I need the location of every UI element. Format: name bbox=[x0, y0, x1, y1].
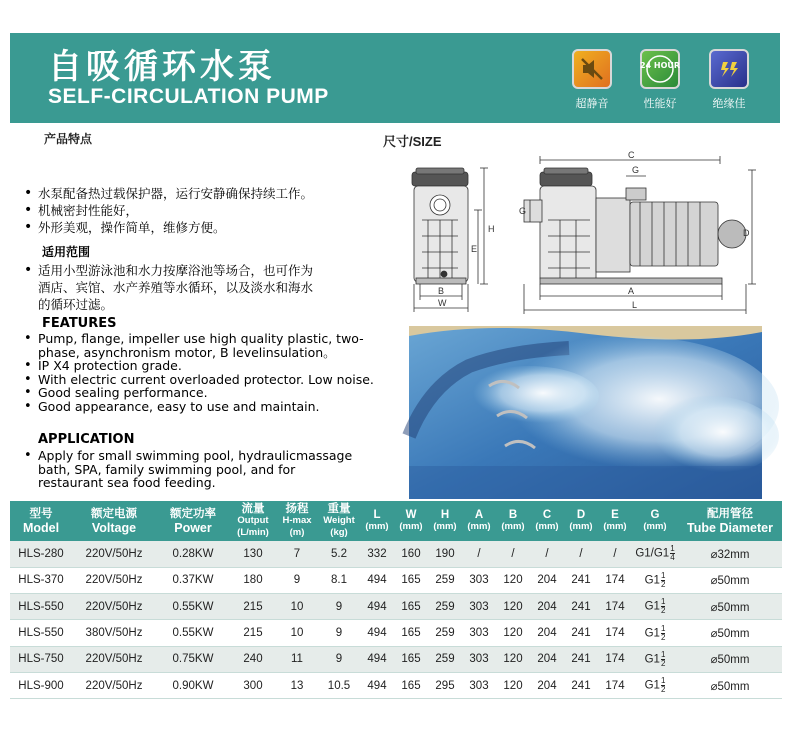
cell-b: 120 bbox=[496, 567, 530, 593]
cell-tube: ⌀50mm bbox=[678, 646, 782, 672]
table-row bbox=[10, 646, 782, 672]
24-hour-text: 24 HOUR bbox=[639, 61, 681, 70]
cell-a: 303 bbox=[462, 567, 496, 593]
cell-model: HLS-900 bbox=[10, 672, 72, 698]
cell-model: HLS-750 bbox=[10, 646, 72, 672]
col-a: A (mm) bbox=[467, 509, 491, 532]
cell-weight: 8.1 bbox=[318, 567, 360, 593]
cell-power: 0.75KW bbox=[156, 646, 230, 672]
application-en-heading: APPLICATION bbox=[38, 432, 135, 447]
side-view bbox=[524, 156, 756, 314]
cell-d: 241 bbox=[564, 646, 598, 672]
col-tube: 配用管径 Tube Diameter bbox=[687, 508, 773, 535]
lightning-icon bbox=[709, 49, 749, 89]
cell-power: 0.28KW bbox=[156, 541, 230, 567]
cell-c: 204 bbox=[530, 594, 564, 620]
cell-hmax: 11 bbox=[276, 646, 318, 672]
cell-weight: 9 bbox=[318, 620, 360, 646]
cell-e: / bbox=[598, 541, 632, 567]
cell-d: 241 bbox=[564, 620, 598, 646]
cell-power: 0.55KW bbox=[156, 620, 230, 646]
cell-c: / bbox=[530, 541, 564, 567]
cell-output: 215 bbox=[230, 620, 276, 646]
cell-h: 190 bbox=[428, 541, 462, 567]
table-row bbox=[10, 620, 782, 646]
cell-power: 0.90KW bbox=[156, 672, 230, 698]
24-hour-icon bbox=[640, 49, 680, 89]
cell-model: HLS-280 bbox=[10, 541, 72, 567]
cell-weight: 10.5 bbox=[318, 672, 360, 698]
cell-hmax: 7 bbox=[276, 541, 318, 567]
cell-b: 120 bbox=[496, 672, 530, 698]
table-header-row bbox=[10, 501, 782, 541]
cell-hmax: 9 bbox=[276, 567, 318, 593]
cell-weight: 5.2 bbox=[318, 541, 360, 567]
cell-weight: 9 bbox=[318, 594, 360, 620]
badge-insulation bbox=[703, 49, 755, 111]
usage-cn-list bbox=[22, 262, 322, 313]
cell-e: 174 bbox=[598, 672, 632, 698]
col-l: L (mm) bbox=[365, 509, 389, 532]
cell-g: G1 $\frac{1}{2}$ bbox=[632, 672, 678, 698]
col-voltage: 额定电源 Voltage bbox=[91, 508, 137, 535]
cell-d: / bbox=[564, 541, 598, 567]
col-h: H (mm) bbox=[433, 509, 457, 532]
size-heading: 尺寸/SIZE bbox=[383, 134, 442, 149]
table-row bbox=[10, 567, 782, 593]
cell-w: 165 bbox=[394, 620, 428, 646]
dim-label-g-top: G bbox=[632, 165, 640, 175]
cell-model: HLS-550 bbox=[10, 594, 72, 620]
cell-tube: ⌀50mm bbox=[678, 594, 782, 620]
cell-h: 295 bbox=[428, 672, 462, 698]
table-row bbox=[10, 541, 782, 567]
list-item: • 机械密封性能好， bbox=[22, 202, 382, 219]
cell-c: 204 bbox=[530, 567, 564, 593]
cell-l: 332 bbox=[360, 541, 394, 567]
cell-w: 165 bbox=[394, 672, 428, 698]
cell-voltage: 220V/50Hz bbox=[72, 672, 156, 698]
cell-l: 494 bbox=[360, 646, 394, 672]
cell-e: 174 bbox=[598, 567, 632, 593]
dim-label-w: W bbox=[438, 298, 447, 308]
dim-label-g-side: G bbox=[519, 206, 527, 216]
cell-g: G1 $\frac{1}{2}$ bbox=[632, 567, 678, 593]
cell-a: 303 bbox=[462, 646, 496, 672]
cell-output: 180 bbox=[230, 567, 276, 593]
dimension-drawing bbox=[400, 150, 760, 318]
cell-a: 303 bbox=[462, 594, 496, 620]
dim-label-c: C bbox=[628, 150, 635, 160]
cell-output: 130 bbox=[230, 541, 276, 567]
cell-output: 215 bbox=[230, 594, 276, 620]
features-en-heading: FEATURES bbox=[42, 316, 117, 331]
cell-a: 303 bbox=[462, 672, 496, 698]
cell-voltage: 220V/50Hz bbox=[72, 594, 156, 620]
col-b: B (mm) bbox=[501, 509, 525, 532]
col-weight: 重量 Weight (kg) bbox=[323, 503, 355, 538]
list-item: • 外形美观，操作简单，维修方便。 bbox=[22, 219, 382, 236]
cell-hmax: 13 bbox=[276, 672, 318, 698]
cell-w: 165 bbox=[394, 594, 428, 620]
cell-h: 259 bbox=[428, 646, 462, 672]
spec-table bbox=[10, 501, 782, 699]
cell-tube: ⌀50mm bbox=[678, 672, 782, 698]
cell-l: 494 bbox=[360, 620, 394, 646]
col-w: W (mm) bbox=[399, 509, 423, 532]
cell-b: 120 bbox=[496, 620, 530, 646]
usage-cn-heading: 适用范围 bbox=[42, 245, 91, 259]
cell-tube: ⌀50mm bbox=[678, 620, 782, 646]
cell-h: 259 bbox=[428, 567, 462, 593]
cell-model: HLS-370 bbox=[10, 567, 72, 593]
cell-e: 174 bbox=[598, 646, 632, 672]
col-power: 额定功率 Power bbox=[170, 508, 216, 535]
cell-d: 241 bbox=[564, 594, 598, 620]
header-banner bbox=[10, 33, 780, 123]
cell-w: 165 bbox=[394, 567, 428, 593]
cell-voltage: 220V/50Hz bbox=[72, 541, 156, 567]
dim-label-e: E bbox=[471, 244, 478, 254]
cell-b: 120 bbox=[496, 646, 530, 672]
badge-performance bbox=[634, 49, 686, 111]
table-row bbox=[10, 594, 782, 620]
cell-e: 174 bbox=[598, 594, 632, 620]
list-item: • With electric current overloaded protector. Low noise. bbox=[22, 373, 392, 387]
col-e: E (mm) bbox=[603, 509, 627, 532]
features-cn-heading: 产品特点 bbox=[44, 132, 93, 146]
col-c: C (mm) bbox=[535, 509, 559, 532]
pool-photo bbox=[409, 326, 762, 499]
cell-c: 204 bbox=[530, 672, 564, 698]
dim-label-d: D bbox=[743, 228, 750, 238]
cell-b: 120 bbox=[496, 594, 530, 620]
list-item: • 水泵配备热过载保护器，运行安静确保持续工作。 bbox=[22, 185, 382, 202]
cell-g: G1 $\frac{1}{2}$ bbox=[632, 646, 678, 672]
cell-c: 204 bbox=[530, 646, 564, 672]
badge-insulation-label: 绝缘佳 bbox=[712, 97, 746, 110]
list-item: • 适用小型游泳池和水力按摩浴池等场合，也可作为酒店、宾馆、水产养殖等水循环，以及淡水和海水的循环过滤。 bbox=[22, 262, 322, 313]
cell-hmax: 10 bbox=[276, 620, 318, 646]
cell-hmax: 10 bbox=[276, 594, 318, 620]
cell-tube: ⌀50mm bbox=[678, 567, 782, 593]
cell-l: 494 bbox=[360, 594, 394, 620]
cell-weight: 9 bbox=[318, 646, 360, 672]
cell-h: 259 bbox=[428, 594, 462, 620]
cell-power: 0.55KW bbox=[156, 594, 230, 620]
title-cn: 自吸循环水泵 bbox=[48, 47, 276, 87]
title-en: SELF-CIRCULATION PUMP bbox=[48, 85, 329, 108]
cell-e: 174 bbox=[598, 620, 632, 646]
application-en-list bbox=[22, 449, 362, 490]
cell-w: 165 bbox=[394, 646, 428, 672]
cell-output: 240 bbox=[230, 646, 276, 672]
cell-c: 204 bbox=[530, 620, 564, 646]
cell-b: / bbox=[496, 541, 530, 567]
badge-silent-label: 超静音 bbox=[575, 97, 609, 110]
dim-label-l: L bbox=[632, 300, 638, 310]
cell-model: HLS-550 bbox=[10, 620, 72, 646]
dim-label-h: H bbox=[488, 224, 495, 234]
badge-silent bbox=[566, 49, 618, 111]
cell-tube: ⌀32mm bbox=[678, 541, 782, 567]
list-item: • Good appearance, easy to use and maintain. bbox=[22, 400, 392, 414]
cell-a: 303 bbox=[462, 620, 496, 646]
cell-d: 241 bbox=[564, 567, 598, 593]
cell-power: 0.37KW bbox=[156, 567, 230, 593]
cell-l: 494 bbox=[360, 672, 394, 698]
features-en-list bbox=[22, 332, 392, 413]
cell-a: / bbox=[462, 541, 496, 567]
list-item: • Good sealing performance. bbox=[22, 386, 392, 400]
front-view bbox=[412, 168, 488, 312]
col-g: G (mm) bbox=[643, 509, 667, 532]
table-row bbox=[10, 672, 782, 698]
cell-w: 160 bbox=[394, 541, 428, 567]
cell-output: 300 bbox=[230, 672, 276, 698]
features-cn-list bbox=[22, 185, 382, 236]
col-hmax: 扬程 H-max (m) bbox=[282, 503, 312, 538]
cell-l: 494 bbox=[360, 567, 394, 593]
mute-speaker-icon bbox=[572, 49, 612, 89]
col-model: 型号 Model bbox=[22, 508, 60, 535]
list-item: • IP X4 protection grade. bbox=[22, 359, 392, 373]
dim-label-a: A bbox=[628, 286, 635, 296]
cell-g: G1/G1 $\frac{1}{4}$ bbox=[632, 541, 678, 567]
cell-voltage: 380V/50Hz bbox=[72, 620, 156, 646]
col-output: 流量 Output (L/min) bbox=[237, 503, 269, 538]
list-item: • Apply for small swimming pool, hydraulicmassage bath, SPA, family swimming pool, and for restaurant sea food feeding. bbox=[22, 449, 362, 490]
dim-label-b: B bbox=[438, 286, 445, 296]
cell-d: 241 bbox=[564, 672, 598, 698]
cell-h: 259 bbox=[428, 620, 462, 646]
col-d: D (mm) bbox=[569, 509, 593, 532]
list-item: • Pump, flange, impeller use high quality plastic, two-phase, asynchronism motor, B levelinsulation。 bbox=[22, 332, 392, 359]
cell-g: G1 $\frac{1}{2}$ bbox=[632, 594, 678, 620]
cell-g: G1 $\frac{1}{2}$ bbox=[632, 620, 678, 646]
cell-voltage: 220V/50Hz bbox=[72, 646, 156, 672]
cell-voltage: 220V/50Hz bbox=[72, 567, 156, 593]
badge-performance-label: 性能好 bbox=[643, 97, 677, 110]
